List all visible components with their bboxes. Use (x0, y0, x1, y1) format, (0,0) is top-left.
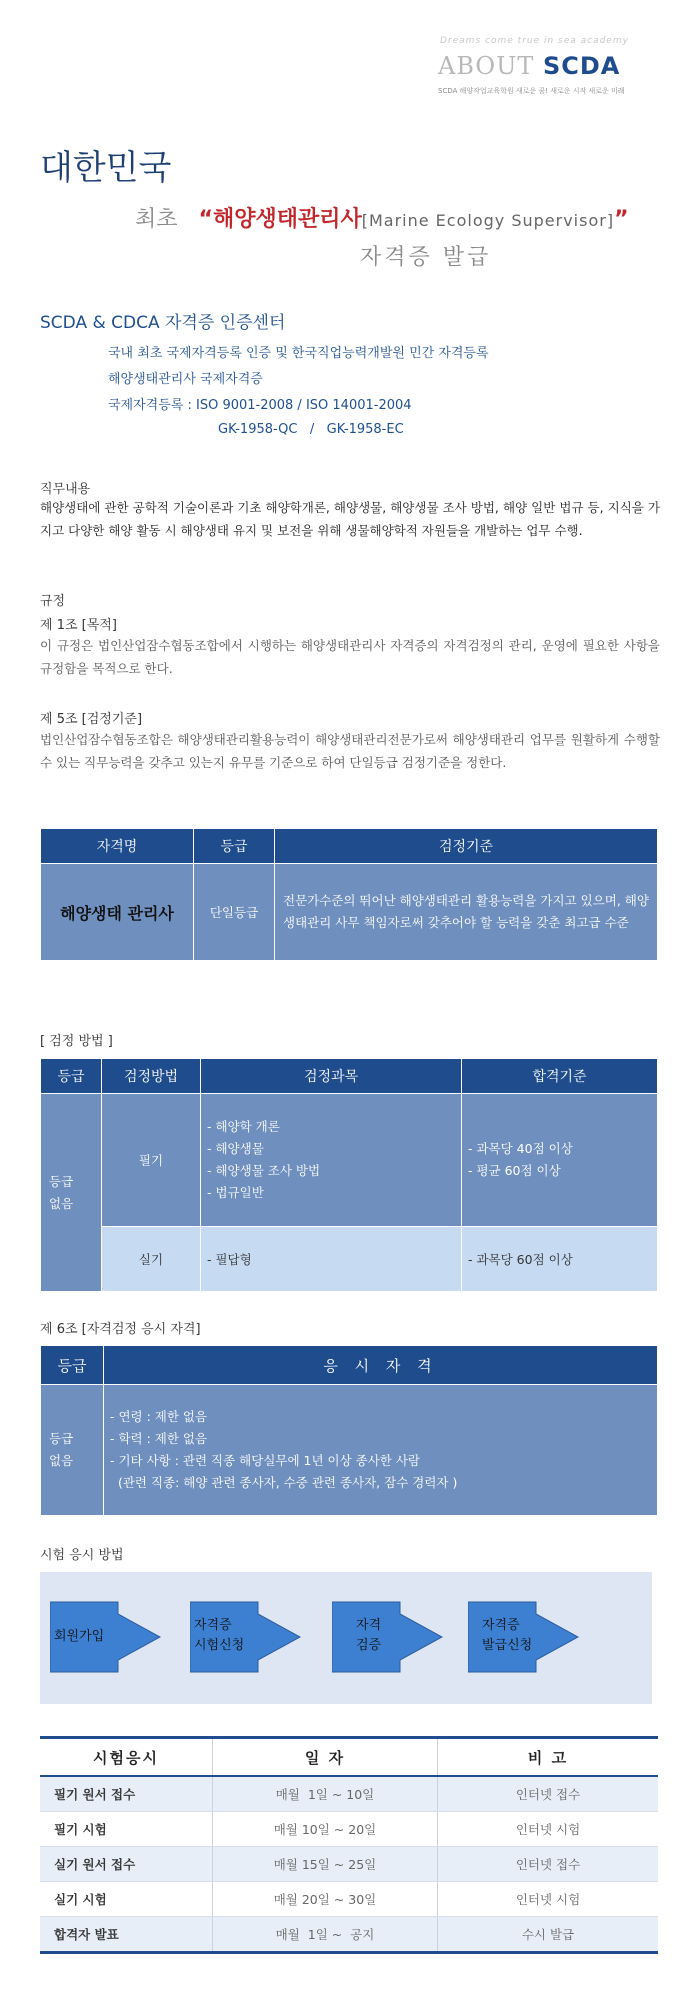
note-cell: 인터넷 시험 (438, 1882, 659, 1917)
table-row (40, 1776, 658, 1812)
article-5-title: 제 5조 [검정기준] (40, 712, 143, 727)
table-row (40, 1847, 658, 1882)
note-cell: 수시 발급 (438, 1917, 659, 1953)
date-cell: 매월 20일 ~ 30일 (213, 1882, 438, 1917)
rules-heading: 규정 (40, 594, 66, 609)
date-cell: 매월 1일 ~ 10일 (213, 1776, 438, 1812)
logo-about: ABOUT (438, 52, 543, 80)
duties-heading: 직무내용 (40, 482, 91, 497)
exam-cell: 합격자 발표 (40, 1917, 213, 1953)
header-cell: 검정기준 (275, 829, 658, 864)
eligibility-lines (104, 1385, 658, 1516)
article-5-text: 법인산업잠수협동조합은 해양생태관리활용능력이 해양생태관리전문가로써 해양생태관리 업무를 원활하게 수행할 수 있는 직무능력을 갖추고 있는지 유무를 기준으로 하여 단일등급 검정기준을 정한다. (40, 732, 660, 770)
article-1-text: 이 규정은 법인산업잠수협동조합에서 시행하는 해양생태관리사 자격증의 자격검정의 관리, 운영에 필요한 사항을 규정함을 목적으로 한다. (40, 638, 660, 676)
apply-flow (40, 1572, 652, 1704)
eligibility-item: - 기타 사항 : 관련 직종 해당실무에 1년 이상 종사한 사람 (110, 1453, 420, 1468)
exam-cell: 필기 시험 (40, 1812, 213, 1847)
logo (438, 52, 620, 80)
subject-item: - 해양학 개론 (207, 1119, 280, 1134)
qualification-name: “해양생태관리사 (198, 207, 362, 232)
center-line: 해양생태관리사 국제자격증 (108, 372, 263, 387)
subject-item: - 해양생물 조사 방법 (207, 1163, 321, 1178)
eligibility-table (40, 1345, 658, 1516)
step-label: 자격증 발급신청 (482, 1618, 533, 1653)
note-cell: 인터넷 접수 (438, 1847, 659, 1882)
criteria-cell: 전문가수준의 뛰어난 해양생태관리 활용능력을 가지고 있으며, 해양생태관리 사무 책임자로써 갖추어야 할 능력을 갖춘 최고급 수준 (275, 864, 658, 961)
table-row (40, 1812, 658, 1847)
written-pass (462, 1094, 658, 1227)
header-cell: 등급 (194, 829, 275, 864)
note-cell: 인터넷 시험 (438, 1812, 659, 1847)
schedule-table (40, 1736, 658, 1954)
pass-item: - 평균 60점 이상 (468, 1163, 561, 1178)
exam-cell: 실기 원서 접수 (40, 1847, 213, 1882)
practical-cell: 실기 (102, 1227, 201, 1292)
center-title: SCDA & CDCA 자격증 인증센터 (40, 313, 286, 333)
note-cell: 인터넷 접수 (438, 1776, 659, 1812)
duties-text: 해양생태에 관한 공학적 기술이론과 기초 해양학개론, 해양생물, 해양생물 조사 방법, 해양 일반 법규 등, 지식을 가지고 다양한 해양 활동 시 해양생태 유지 및 보전을 위해 생물해양학적 자원들을 개발하는 업무 수행. (40, 500, 660, 538)
header-cell: 등급 (41, 1059, 102, 1094)
qualification-table (40, 828, 658, 961)
center-line: 국내 최초 국제자격등록 인증 및 한국직업능력개발원 민간 자격등록 (108, 346, 489, 361)
grade-cell: 등급 없음 (41, 1385, 104, 1516)
apply-heading: 시험 응시 방법 (40, 1548, 124, 1563)
logo-scda: SCDA (542, 52, 621, 80)
step-label: 자격증 시험신청 (194, 1618, 245, 1653)
header-cell: 일 자 (213, 1738, 438, 1777)
subtitle (135, 202, 629, 233)
method-table (40, 1058, 658, 1292)
page-title: 대한민국 (40, 148, 172, 188)
logo-tagline: Dreams come true in sea academy (440, 36, 629, 46)
qualification-english: [Marine Ecology Supervisor] (361, 211, 615, 230)
header-cell: 비 고 (438, 1738, 659, 1777)
method-heading: [ 검정 방법 ] (40, 1034, 113, 1049)
header-cell: 검정과목 (201, 1059, 462, 1094)
subject-item: - 법규일반 (207, 1185, 264, 1200)
header-cell: 응 시 자 격 (104, 1346, 658, 1385)
practical-pass: - 과목당 60점 이상 (462, 1227, 658, 1292)
header-cell: 합격기준 (462, 1059, 658, 1094)
eligibility-item: - 연령 : 제한 없음 (110, 1409, 208, 1424)
center-codes: GK-1958-QC / GK-1958-EC (218, 422, 404, 437)
exam-cell: 필기 원서 접수 (40, 1776, 213, 1812)
grade-cell: 단일등급 (194, 864, 275, 961)
grade-cell: 등급 없음 (41, 1094, 102, 1292)
date-cell: 매월 15일 ~ 25일 (213, 1847, 438, 1882)
practical-subject: - 필답형 (201, 1227, 462, 1292)
center-line: 국제자격등록 : ISO 9001-2008 / ISO 14001-2004 (108, 398, 412, 413)
header-cell: 시험응시 (40, 1738, 213, 1777)
date-cell: 매월 1일 ~ 공지 (213, 1917, 438, 1953)
first-label: 최초 (135, 207, 178, 232)
subject-item: - 해양생물 (207, 1141, 264, 1156)
step-label: 자격 검증 (356, 1618, 382, 1653)
logo-subtext: SCDA 해양작업교육학원 새로운 꿈! 새로운 시작 새로운 미래 (438, 87, 625, 95)
eligibility-heading: 제 6조 [자격검정 응시 자격] (40, 1322, 201, 1337)
written-subjects (201, 1094, 462, 1227)
header-cell: 검정방법 (102, 1059, 201, 1094)
written-cell: 필기 (102, 1094, 201, 1227)
header-cell: 등급 (41, 1346, 104, 1385)
article-1-title: 제 1조 [목적] (40, 618, 117, 633)
qualification-name-cell: 해양생태 관리사 (41, 864, 194, 961)
arrow-shape-icon (332, 1592, 444, 1682)
close-quote: ” (614, 207, 629, 232)
step-label: 회원가입 (54, 1629, 105, 1644)
table-row (40, 1917, 658, 1953)
header-cell: 자격명 (41, 829, 194, 864)
eligibility-item: (관련 직종: 해양 관련 종사자, 수중 관련 종사자, 잠수 경력자 ) (110, 1475, 458, 1490)
date-cell: 매월 10일 ~ 20일 (213, 1812, 438, 1847)
eligibility-item: - 학력 : 제한 없음 (110, 1431, 208, 1446)
table-row (40, 1882, 658, 1917)
issue-title: 자격증 발급 (360, 245, 492, 270)
pass-item: - 과목당 40점 이상 (468, 1141, 573, 1156)
exam-cell: 실기 시험 (40, 1882, 213, 1917)
